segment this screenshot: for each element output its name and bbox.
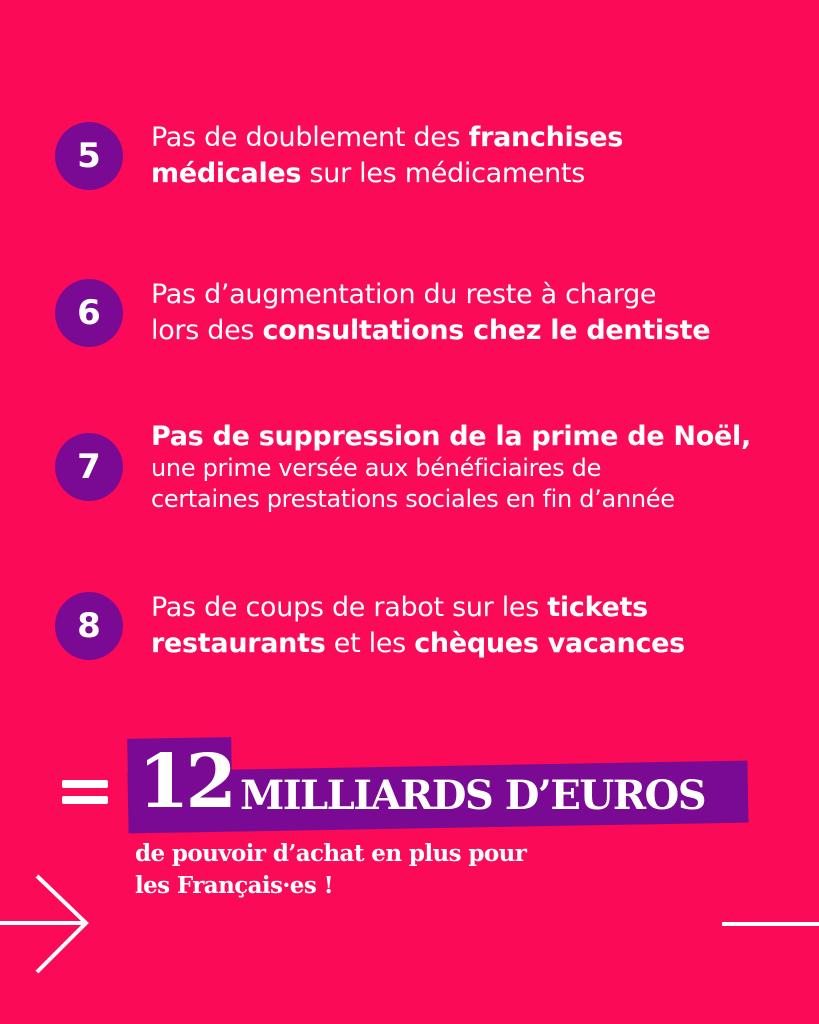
bold-run: restaurants: [151, 628, 326, 659]
text-line: [151, 484, 751, 515]
bold-run: Pas de suppression de la prime de Noël,: [151, 421, 751, 452]
text-run: sur les médicaments: [301, 158, 586, 189]
total-subtitle-line-2: les Français·es !: [135, 872, 334, 899]
text-line: [151, 626, 685, 662]
text-line: [151, 277, 710, 313]
total-label: MILLIARDS D’EUROS: [240, 772, 706, 819]
text-line: [151, 156, 623, 192]
item-text: [151, 590, 685, 662]
bold-run: franchises: [468, 122, 624, 153]
number-badge: 7: [55, 433, 123, 501]
item-text: [151, 277, 710, 349]
bold-run: tickets: [547, 592, 648, 623]
text-run: certaines prestations sociales en fin d’année: [151, 485, 675, 513]
text-run: une prime versée aux bénéficiaires de: [151, 454, 602, 482]
equals-icon: [62, 778, 108, 806]
bold-run: médicales: [151, 158, 302, 189]
number-badge: 6: [55, 279, 123, 347]
bold-run: chèques vacances: [414, 628, 685, 659]
bold-run: consultations chez le dentiste: [262, 315, 711, 346]
item-text: [151, 421, 751, 515]
decorative-line: [722, 922, 819, 926]
arrow-right-icon[interactable]: [0, 870, 100, 980]
item-text: [151, 120, 623, 192]
number-badge: 5: [55, 122, 123, 190]
text-run: Pas d’augmentation du reste à charge: [151, 279, 657, 310]
text-run: Pas de coups de rabot sur les: [151, 592, 548, 623]
text-run: et les: [325, 628, 415, 659]
text-line: [151, 313, 710, 349]
number-badge: 8: [55, 592, 123, 660]
text-run: Pas de doublement des: [151, 122, 469, 153]
total-subtitle-line-1: de pouvoir d’achat en plus pour: [135, 840, 527, 867]
text-line: [151, 590, 685, 626]
text-run: lors des: [151, 315, 263, 346]
text-line: [151, 120, 623, 156]
text-line: [151, 421, 751, 453]
total-subtitle: [135, 838, 526, 902]
total-number: 12: [138, 739, 233, 825]
text-line: [151, 453, 751, 484]
